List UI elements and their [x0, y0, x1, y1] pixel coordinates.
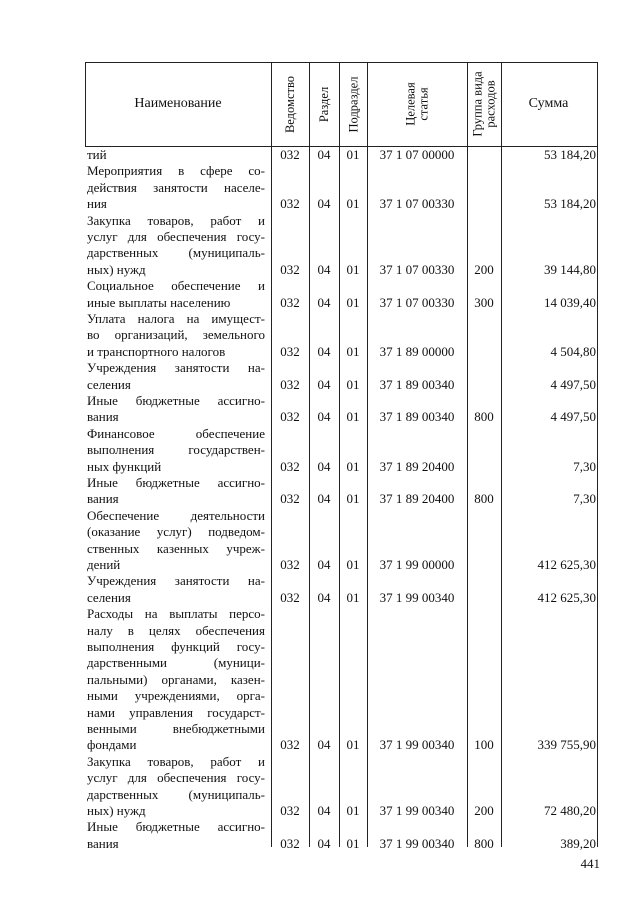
cell-subsection: 01 — [346, 458, 360, 474]
row-name — [87, 819, 265, 852]
row-name-line: ния — [87, 196, 107, 212]
cell-amount: 4 497,50 — [550, 409, 596, 425]
row-name — [87, 311, 265, 360]
row-name-line: Обеспечение деятельности — [87, 507, 265, 523]
cell-subsection: 01 — [346, 589, 360, 605]
cell-section: 04 — [317, 556, 331, 572]
row-name-line: Закупка товаров, работ и — [87, 753, 265, 769]
cell-subsection: 01 — [346, 835, 360, 851]
row-name — [87, 606, 265, 754]
row-name-line: тий — [87, 146, 107, 162]
cell-target-article: 37 1 89 20400 — [379, 491, 455, 507]
cell-target-article: 37 1 89 20400 — [379, 458, 455, 474]
cell-section: 04 — [317, 802, 331, 818]
table-row — [85, 573, 597, 606]
table-right-border — [597, 62, 598, 847]
row-name-line: ственных казенных учреж- — [87, 540, 265, 556]
row-name-line: Уплата налога на имущест- — [87, 310, 265, 326]
row-name-line: выполнения государствен- — [87, 442, 265, 458]
row-name-line: венными внебюджетными — [87, 720, 265, 736]
row-name-line: действия занятости населе- — [87, 179, 265, 195]
table-row — [85, 360, 597, 393]
cell-department: 032 — [280, 737, 300, 753]
cell-section: 04 — [317, 376, 331, 392]
cell-subsection: 01 — [346, 261, 360, 277]
row-name-line: нами управления государст- — [87, 704, 265, 720]
table-row — [85, 508, 597, 574]
row-name-line: и транспортного налогов — [87, 343, 226, 359]
cell-subsection: 01 — [346, 409, 360, 425]
cell-target-article: 37 1 89 00000 — [379, 343, 455, 359]
cell-department: 032 — [280, 589, 300, 605]
row-name-line: услуг для обеспечения госу- — [87, 228, 265, 244]
row-name-line: дарственных (муниципаль- — [87, 786, 265, 802]
cell-subsection: 01 — [346, 556, 360, 572]
cell-amount: 389,20 — [560, 835, 596, 851]
cell-section: 04 — [317, 261, 331, 277]
cell-section: 04 — [317, 589, 331, 605]
table-row — [85, 311, 597, 360]
row-name-line: Социальное обеспечение и — [87, 278, 265, 294]
row-name-line: селения — [87, 376, 131, 392]
cell-section: 04 — [317, 196, 331, 212]
row-name — [87, 475, 265, 508]
cell-expense-group: 300 — [474, 294, 494, 310]
cell-subsection: 01 — [346, 294, 360, 310]
table-row — [85, 819, 597, 852]
row-name-line: (оказание услуг) подведом- — [87, 524, 265, 540]
row-name-line: налу в целях обеспечения — [87, 622, 265, 638]
cell-expense-group: 800 — [474, 409, 494, 425]
cell-section: 04 — [317, 146, 331, 162]
cell-department: 032 — [280, 491, 300, 507]
row-name-line: ных) нужд — [87, 261, 146, 277]
row-name — [87, 163, 265, 212]
row-name — [87, 426, 265, 475]
cell-department: 032 — [280, 458, 300, 474]
cell-expense-group: 200 — [474, 261, 494, 277]
row-name-line: выполнения функций госу- — [87, 638, 265, 654]
cell-subsection: 01 — [346, 196, 360, 212]
row-name-line: вания — [87, 409, 119, 425]
row-name-line: селения — [87, 589, 131, 605]
cell-subsection: 01 — [346, 146, 360, 162]
table-row — [85, 606, 597, 754]
row-name-line: Мероприятия в сфере со- — [87, 163, 265, 179]
table-row — [85, 475, 597, 508]
table-row — [85, 147, 597, 163]
row-name-line: Иные бюджетные ассигно- — [87, 392, 265, 408]
cell-expense-group: 100 — [474, 737, 494, 753]
row-name-line: Учреждения занятости на- — [87, 360, 265, 376]
row-name-line: Учреждения занятости на- — [87, 573, 265, 589]
cell-subsection: 01 — [346, 376, 360, 392]
header-section: Раздел — [317, 86, 332, 122]
cell-amount: 4 497,50 — [550, 376, 596, 392]
table-row — [85, 426, 597, 475]
row-name — [87, 573, 265, 606]
cell-amount: 53 184,20 — [544, 196, 596, 212]
table-row — [85, 393, 597, 426]
row-name-line: пальными) органами, казен- — [87, 671, 265, 687]
table-row — [85, 163, 597, 212]
row-name-line: ных функций — [87, 458, 162, 474]
cell-amount: 53 184,20 — [544, 146, 596, 162]
cell-department: 032 — [280, 196, 300, 212]
cell-department: 032 — [280, 261, 300, 277]
cell-amount: 39 144,80 — [544, 261, 596, 277]
cell-section: 04 — [317, 491, 331, 507]
cell-target-article: 37 1 07 00330 — [379, 196, 455, 212]
row-name-line: вания — [87, 491, 119, 507]
row-name-line: дарственными (муници- — [87, 655, 265, 671]
cell-section: 04 — [317, 294, 331, 310]
cell-department: 032 — [280, 343, 300, 359]
cell-subsection: 01 — [346, 737, 360, 753]
row-name — [87, 213, 265, 279]
cell-department: 032 — [280, 409, 300, 425]
header-amount: Сумма — [528, 96, 569, 111]
row-name-line: ными учреждениями, орга- — [87, 688, 265, 704]
row-name-line: Закупка товаров, работ и — [87, 212, 265, 228]
header-subsection: Подраздел — [346, 76, 360, 132]
row-name-line: ных) нужд — [87, 802, 146, 818]
cell-expense-group: 800 — [474, 835, 494, 851]
cell-department: 032 — [280, 835, 300, 851]
row-name-line: во организаций, земельного — [87, 327, 265, 343]
cell-section: 04 — [317, 835, 331, 851]
cell-target-article: 37 1 89 00340 — [379, 376, 455, 392]
cell-amount: 14 039,40 — [544, 294, 596, 310]
table-row — [85, 754, 597, 820]
row-name-line: иные выплаты населению — [87, 294, 231, 310]
cell-target-article: 37 1 99 00340 — [379, 589, 455, 605]
cell-target-article: 37 1 99 00340 — [379, 737, 455, 753]
cell-department: 032 — [280, 294, 300, 310]
cell-amount: 4 504,80 — [550, 343, 596, 359]
cell-subsection: 01 — [346, 802, 360, 818]
cell-target-article: 37 1 99 00000 — [379, 556, 455, 572]
header-expense-group: Группа вида расходов — [470, 71, 498, 137]
row-name — [87, 360, 265, 393]
cell-expense-group: 800 — [474, 491, 494, 507]
cell-target-article: 37 1 07 00330 — [379, 294, 455, 310]
cell-target-article: 37 1 07 00330 — [379, 261, 455, 277]
row-name — [87, 508, 265, 574]
cell-subsection: 01 — [346, 343, 360, 359]
row-name — [87, 278, 265, 311]
cell-target-article: 37 1 99 00340 — [379, 835, 455, 851]
header-name: Наименование — [134, 96, 222, 111]
row-name-line: Финансовое обеспечение — [87, 425, 265, 441]
row-name-line: дений — [87, 556, 121, 572]
cell-department: 032 — [280, 376, 300, 392]
cell-department: 032 — [280, 802, 300, 818]
row-name — [87, 754, 265, 820]
row-name-line: фондами — [87, 737, 137, 753]
cell-section: 04 — [317, 343, 331, 359]
cell-target-article: 37 1 99 00340 — [379, 802, 455, 818]
cell-department: 032 — [280, 146, 300, 162]
row-name-line: услуг для обеспечения госу- — [87, 770, 265, 786]
cell-amount: 412 625,30 — [537, 556, 596, 572]
cell-expense-group: 200 — [474, 802, 494, 818]
cell-department: 032 — [280, 556, 300, 572]
row-name-line: вания — [87, 835, 119, 851]
cell-section: 04 — [317, 737, 331, 753]
page-number: 441 — [580, 856, 600, 871]
cell-amount: 339 755,90 — [537, 737, 596, 753]
cell-amount: 412 625,30 — [537, 589, 596, 605]
cell-target-article: 37 1 07 00000 — [379, 146, 455, 162]
header-department: Ведомство — [283, 75, 297, 133]
table-row — [85, 278, 597, 311]
row-name-line: Иные бюджетные ассигно- — [87, 819, 265, 835]
table-row — [85, 213, 597, 279]
cell-subsection: 01 — [346, 491, 360, 507]
cell-amount: 7,30 — [573, 491, 596, 507]
cell-section: 04 — [317, 409, 331, 425]
cell-section: 04 — [317, 458, 331, 474]
row-name — [87, 393, 265, 426]
row-name-line: Иные бюджетные ассигно- — [87, 474, 265, 490]
row-name — [87, 147, 265, 163]
row-name-line: Расходы на выплаты персо- — [87, 606, 265, 622]
cell-amount: 7,30 — [573, 458, 596, 474]
row-name-line: дарственных (муниципаль- — [87, 245, 265, 261]
header-target-article: Целевая статья — [403, 82, 431, 126]
cell-target-article: 37 1 89 00340 — [379, 409, 455, 425]
cell-amount: 72 480,20 — [544, 802, 596, 818]
